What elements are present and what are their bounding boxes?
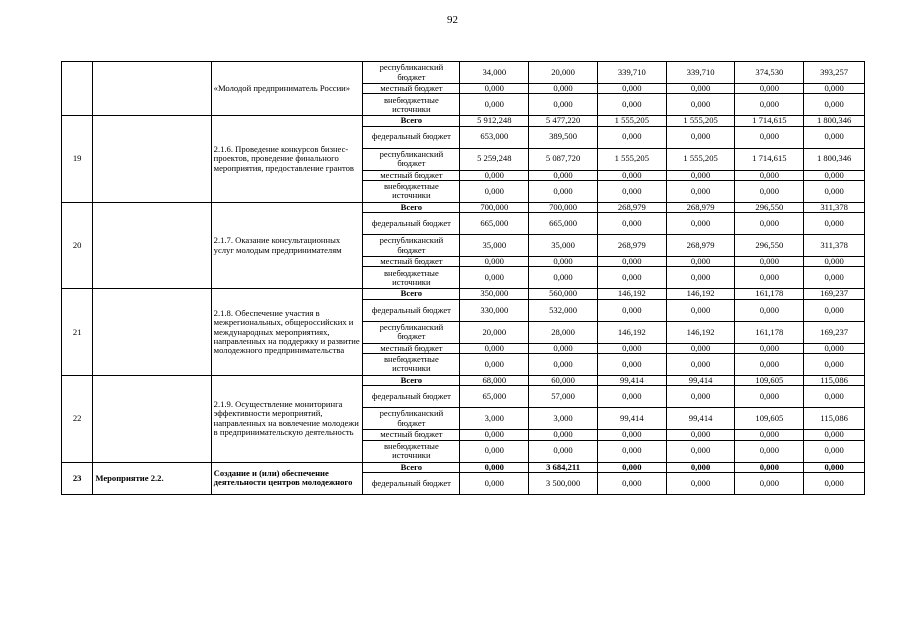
row-number: 21 xyxy=(62,289,93,376)
amount-cell: 0,000 xyxy=(460,94,529,116)
funding-source: местный бюджет xyxy=(363,430,460,440)
table-row xyxy=(62,62,865,84)
measure-name: «Молодой предприниматель России» xyxy=(211,62,363,116)
amount-cell: 0,000 xyxy=(804,440,865,462)
amount-cell: 0,000 xyxy=(804,472,865,494)
amount-cell: 0,000 xyxy=(529,180,598,202)
amount-cell: 0,000 xyxy=(460,462,529,472)
event-cell xyxy=(93,62,211,116)
amount-cell: 0,000 xyxy=(804,430,865,440)
amount-cell: 35,000 xyxy=(529,235,598,257)
row-number: 20 xyxy=(62,202,93,289)
measure-name: 2.1.8. Обеспечение участия в межрегиональных, общероссийских и международных мероприятиях, направленных на поддержку и развитие молодежного предпринимательства xyxy=(211,289,363,376)
amount-cell: 0,000 xyxy=(735,170,804,180)
amount-cell: 0,000 xyxy=(666,94,735,116)
amount-cell: 339,710 xyxy=(666,62,735,84)
amount-cell: 0,000 xyxy=(460,170,529,180)
funding-source: местный бюджет xyxy=(363,84,460,94)
amount-cell: 1 555,205 xyxy=(597,148,666,170)
amount-cell: 0,000 xyxy=(666,386,735,408)
table-row xyxy=(62,462,865,472)
funding-source: федеральный бюджет xyxy=(363,213,460,235)
amount-cell: 0,000 xyxy=(735,462,804,472)
amount-cell: 0,000 xyxy=(735,94,804,116)
measure-name: 2.1.9. Осуществление мониторинга эффективности мероприятий, направленных на вовлечение молодежи в предпринимательскую деятельность xyxy=(211,375,363,462)
amount-cell: 268,979 xyxy=(666,235,735,257)
amount-cell: 3 684,211 xyxy=(529,462,598,472)
amount-cell: 169,237 xyxy=(804,289,865,299)
funding-source: внебюджетные источники xyxy=(363,353,460,375)
amount-cell: 115,086 xyxy=(804,375,865,385)
amount-cell: 0,000 xyxy=(666,430,735,440)
amount-cell: 146,192 xyxy=(597,289,666,299)
amount-cell: 0,000 xyxy=(804,126,865,148)
funding-source: федеральный бюджет xyxy=(363,386,460,408)
amount-cell: 0,000 xyxy=(804,213,865,235)
amount-cell: 99,414 xyxy=(666,408,735,430)
amount-cell: 0,000 xyxy=(529,440,598,462)
amount-cell: 0,000 xyxy=(460,472,529,494)
amount-cell: 1 555,205 xyxy=(666,116,735,126)
amount-cell: 389,500 xyxy=(529,126,598,148)
amount-cell: 0,000 xyxy=(460,267,529,289)
amount-cell: 0,000 xyxy=(735,440,804,462)
amount-cell: 0,000 xyxy=(804,84,865,94)
amount-cell: 339,710 xyxy=(597,62,666,84)
amount-cell: 1 555,205 xyxy=(666,148,735,170)
amount-cell: 0,000 xyxy=(597,180,666,202)
amount-cell: 0,000 xyxy=(529,170,598,180)
amount-cell: 161,178 xyxy=(735,289,804,299)
funding-source: Всего xyxy=(363,289,460,299)
amount-cell: 0,000 xyxy=(735,126,804,148)
amount-cell: 146,192 xyxy=(666,289,735,299)
amount-cell: 20,000 xyxy=(529,62,598,84)
row-number xyxy=(62,62,93,116)
page-number: 92 xyxy=(447,14,458,26)
funding-source: республиканский бюджет xyxy=(363,62,460,84)
amount-cell: 311,378 xyxy=(804,202,865,212)
funding-source: Всего xyxy=(363,462,460,472)
amount-cell: 0,000 xyxy=(735,180,804,202)
amount-cell: 146,192 xyxy=(597,321,666,343)
table-row xyxy=(62,116,865,126)
amount-cell: 5 477,220 xyxy=(529,116,598,126)
amount-cell: 0,000 xyxy=(804,94,865,116)
measure-name: 2.1.7. Оказание консультационных услуг молодым предпринимателям xyxy=(211,202,363,289)
amount-cell: 0,000 xyxy=(529,94,598,116)
amount-cell: 169,237 xyxy=(804,321,865,343)
amount-cell: 532,000 xyxy=(529,299,598,321)
amount-cell: 0,000 xyxy=(597,257,666,267)
amount-cell: 1 800,346 xyxy=(804,116,865,126)
row-number: 23 xyxy=(62,462,93,494)
amount-cell: 0,000 xyxy=(666,462,735,472)
amount-cell: 99,414 xyxy=(597,375,666,385)
amount-cell: 296,550 xyxy=(735,235,804,257)
amount-cell: 0,000 xyxy=(529,267,598,289)
funding-source: федеральный бюджет xyxy=(363,299,460,321)
amount-cell: 1 714,615 xyxy=(735,116,804,126)
amount-cell: 0,000 xyxy=(735,430,804,440)
amount-cell: 665,000 xyxy=(529,213,598,235)
amount-cell: 0,000 xyxy=(666,170,735,180)
amount-cell: 1 800,346 xyxy=(804,148,865,170)
amount-cell: 0,000 xyxy=(597,343,666,353)
amount-cell: 161,178 xyxy=(735,321,804,343)
amount-cell: 268,979 xyxy=(597,235,666,257)
amount-cell: 0,000 xyxy=(666,126,735,148)
table-row xyxy=(62,202,865,212)
amount-cell: 0,000 xyxy=(804,343,865,353)
amount-cell: 0,000 xyxy=(666,180,735,202)
funding-source: местный бюджет xyxy=(363,343,460,353)
amount-cell: 35,000 xyxy=(460,235,529,257)
table-row xyxy=(62,289,865,299)
amount-cell: 99,414 xyxy=(597,408,666,430)
measure-name: Создание и (или) обеспечение деятельности центров молодежного xyxy=(211,462,363,494)
amount-cell: 0,000 xyxy=(666,213,735,235)
amount-cell: 0,000 xyxy=(529,430,598,440)
amount-cell: 0,000 xyxy=(597,472,666,494)
amount-cell: 0,000 xyxy=(597,430,666,440)
amount-cell: 0,000 xyxy=(804,180,865,202)
amount-cell: 0,000 xyxy=(529,353,598,375)
amount-cell: 0,000 xyxy=(666,353,735,375)
amount-cell: 115,086 xyxy=(804,408,865,430)
amount-cell: 330,000 xyxy=(460,299,529,321)
amount-cell: 5 087,720 xyxy=(529,148,598,170)
amount-cell: 0,000 xyxy=(597,84,666,94)
amount-cell: 0,000 xyxy=(460,440,529,462)
amount-cell: 0,000 xyxy=(529,343,598,353)
event-cell: Мероприятие 2.2. xyxy=(93,462,211,494)
amount-cell: 109,605 xyxy=(735,408,804,430)
funding-source: республиканский бюджет xyxy=(363,321,460,343)
amount-cell: 0,000 xyxy=(597,353,666,375)
amount-cell: 0,000 xyxy=(460,353,529,375)
amount-cell: 665,000 xyxy=(460,213,529,235)
amount-cell: 146,192 xyxy=(666,321,735,343)
event-cell xyxy=(93,375,211,462)
event-cell xyxy=(93,289,211,376)
amount-cell: 0,000 xyxy=(804,386,865,408)
row-number: 19 xyxy=(62,116,93,203)
amount-cell: 3,000 xyxy=(460,408,529,430)
row-number: 22 xyxy=(62,375,93,462)
funding-source: Всего xyxy=(363,202,460,212)
funding-source: Всего xyxy=(363,116,460,126)
amount-cell: 0,000 xyxy=(597,462,666,472)
amount-cell: 0,000 xyxy=(666,299,735,321)
amount-cell: 0,000 xyxy=(597,267,666,289)
amount-cell: 700,000 xyxy=(529,202,598,212)
amount-cell: 0,000 xyxy=(735,213,804,235)
funding-source: республиканский бюджет xyxy=(363,408,460,430)
amount-cell: 0,000 xyxy=(735,472,804,494)
amount-cell: 374,530 xyxy=(735,62,804,84)
amount-cell: 0,000 xyxy=(804,353,865,375)
amount-cell: 0,000 xyxy=(597,170,666,180)
event-cell xyxy=(93,202,211,289)
amount-cell: 0,000 xyxy=(597,213,666,235)
amount-cell: 3,000 xyxy=(529,408,598,430)
amount-cell: 0,000 xyxy=(735,267,804,289)
amount-cell: 28,000 xyxy=(529,321,598,343)
amount-cell: 653,000 xyxy=(460,126,529,148)
amount-cell: 0,000 xyxy=(460,180,529,202)
amount-cell: 0,000 xyxy=(597,440,666,462)
amount-cell: 0,000 xyxy=(597,386,666,408)
amount-cell: 0,000 xyxy=(735,343,804,353)
budget-table xyxy=(61,61,865,495)
amount-cell: 5 259,248 xyxy=(460,148,529,170)
amount-cell: 0,000 xyxy=(460,84,529,94)
amount-cell: 0,000 xyxy=(804,462,865,472)
amount-cell: 393,257 xyxy=(804,62,865,84)
amount-cell: 296,550 xyxy=(735,202,804,212)
amount-cell: 0,000 xyxy=(735,299,804,321)
amount-cell: 0,000 xyxy=(529,84,598,94)
amount-cell: 560,000 xyxy=(529,289,598,299)
amount-cell: 0,000 xyxy=(735,84,804,94)
funding-source: местный бюджет xyxy=(363,257,460,267)
amount-cell: 268,979 xyxy=(666,202,735,212)
funding-source: внебюджетные источники xyxy=(363,440,460,462)
funding-source: внебюджетные источники xyxy=(363,180,460,202)
amount-cell: 0,000 xyxy=(666,267,735,289)
funding-source: федеральный бюджет xyxy=(363,126,460,148)
funding-source: местный бюджет xyxy=(363,170,460,180)
amount-cell: 0,000 xyxy=(666,257,735,267)
table-row xyxy=(62,375,865,385)
amount-cell: 0,000 xyxy=(529,257,598,267)
amount-cell: 1 555,205 xyxy=(597,116,666,126)
amount-cell: 700,000 xyxy=(460,202,529,212)
amount-cell: 57,000 xyxy=(529,386,598,408)
amount-cell: 0,000 xyxy=(735,257,804,267)
funding-source: республиканский бюджет xyxy=(363,235,460,257)
amount-cell: 0,000 xyxy=(804,299,865,321)
amount-cell: 65,000 xyxy=(460,386,529,408)
amount-cell: 0,000 xyxy=(804,170,865,180)
funding-source: внебюджетные источники xyxy=(363,267,460,289)
amount-cell: 0,000 xyxy=(735,353,804,375)
amount-cell: 0,000 xyxy=(460,257,529,267)
funding-source: федеральный бюджет xyxy=(363,472,460,494)
amount-cell: 0,000 xyxy=(666,84,735,94)
amount-cell: 268,979 xyxy=(597,202,666,212)
funding-source: республиканский бюджет xyxy=(363,148,460,170)
amount-cell: 109,605 xyxy=(735,375,804,385)
amount-cell: 0,000 xyxy=(735,386,804,408)
amount-cell: 99,414 xyxy=(666,375,735,385)
amount-cell: 1 714,615 xyxy=(735,148,804,170)
funding-source: Всего xyxy=(363,375,460,385)
amount-cell: 0,000 xyxy=(460,430,529,440)
amount-cell: 5 912,248 xyxy=(460,116,529,126)
amount-cell: 350,000 xyxy=(460,289,529,299)
measure-name: 2.1.6. Проведение конкурсов бизнес-проектов, проведение финального мероприятия, предоставление грантов xyxy=(211,116,363,203)
amount-cell: 20,000 xyxy=(460,321,529,343)
amount-cell: 0,000 xyxy=(804,267,865,289)
amount-cell: 0,000 xyxy=(597,126,666,148)
amount-cell: 0,000 xyxy=(666,440,735,462)
amount-cell: 0,000 xyxy=(460,343,529,353)
amount-cell: 34,000 xyxy=(460,62,529,84)
amount-cell: 311,378 xyxy=(804,235,865,257)
amount-cell: 0,000 xyxy=(666,343,735,353)
amount-cell: 0,000 xyxy=(597,94,666,116)
amount-cell: 3 500,000 xyxy=(529,472,598,494)
event-cell xyxy=(93,116,211,203)
amount-cell: 0,000 xyxy=(666,472,735,494)
amount-cell: 0,000 xyxy=(804,257,865,267)
funding-source: внебюджетные источники xyxy=(363,94,460,116)
amount-cell: 68,000 xyxy=(460,375,529,385)
amount-cell: 0,000 xyxy=(597,299,666,321)
amount-cell: 60,000 xyxy=(529,375,598,385)
